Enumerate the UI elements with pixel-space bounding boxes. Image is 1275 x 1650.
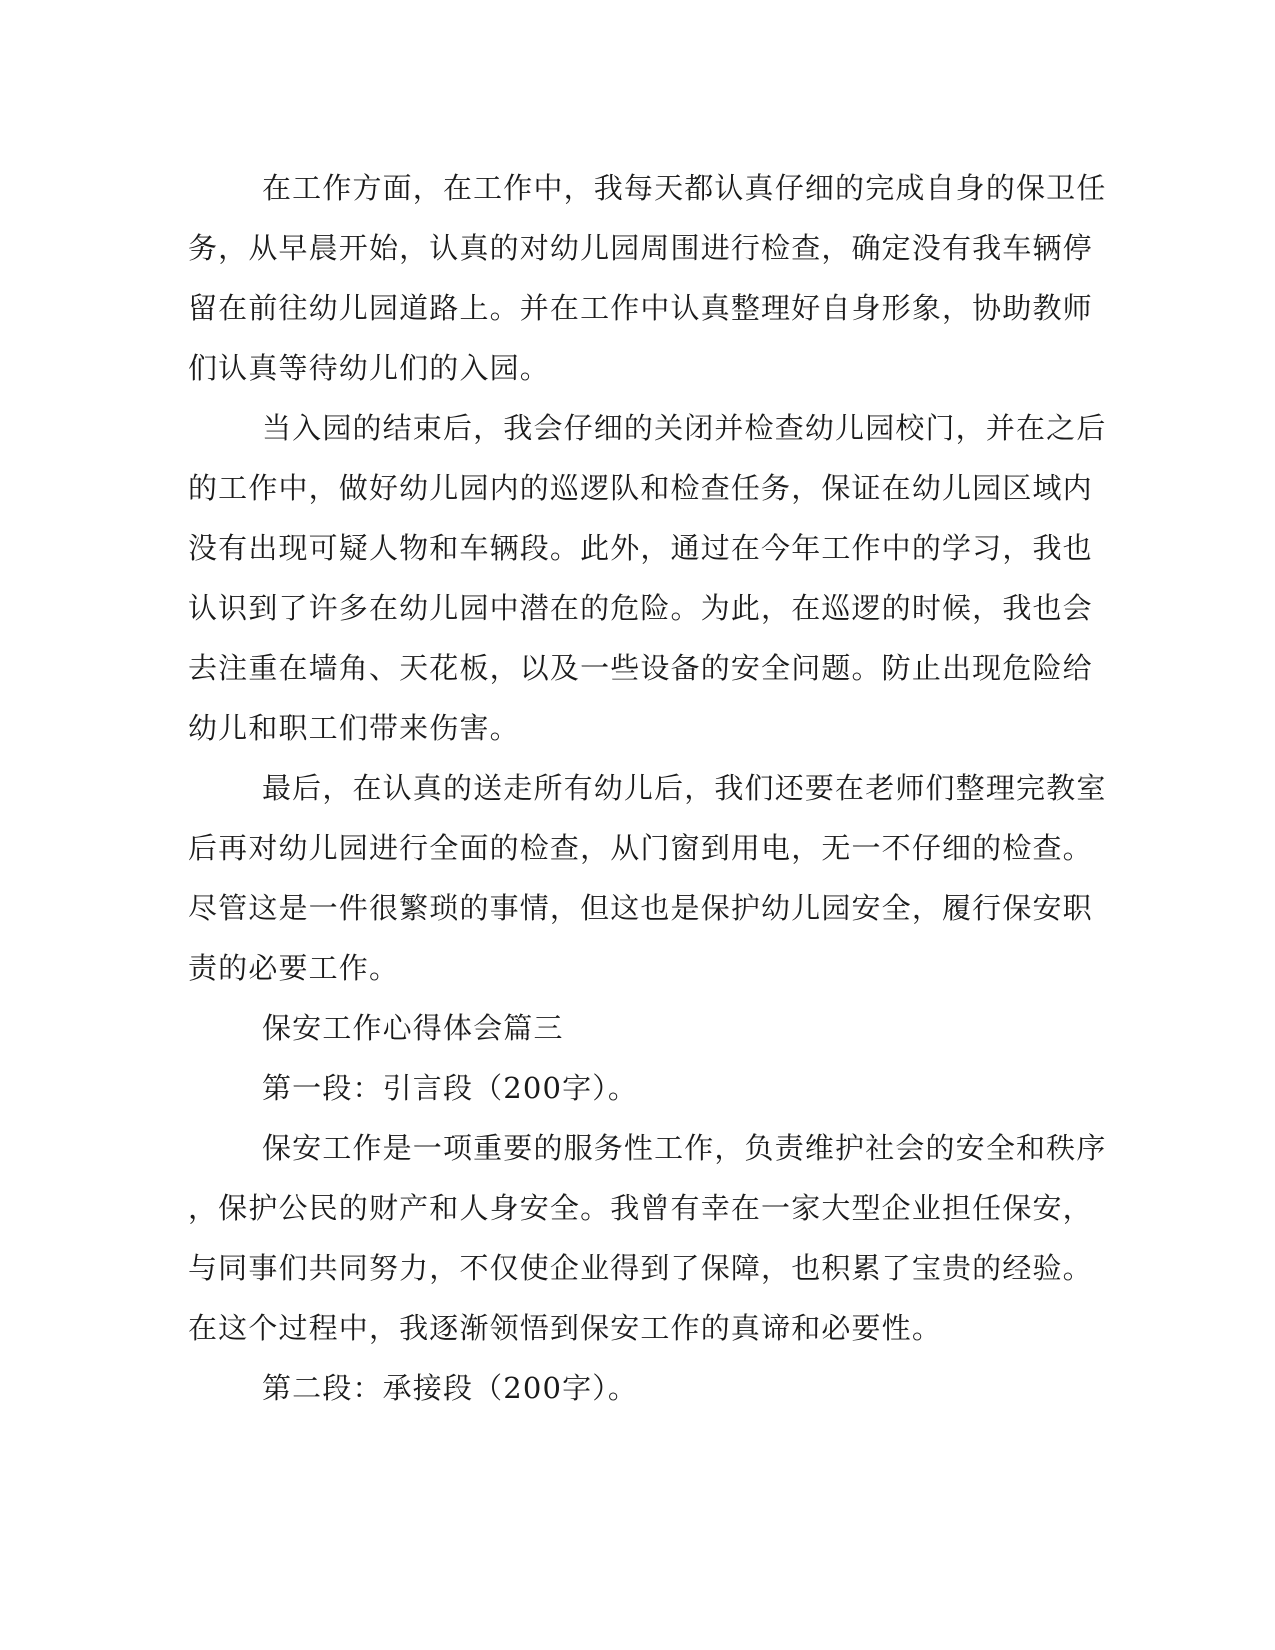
text-line: 们认真等待幼儿们的入园。: [188, 351, 550, 385]
text-line: 的工作中，做好幼儿园内的巡逻队和检查任务，保证在幼儿园区域内: [188, 471, 1093, 505]
section-heading: 保安工作心得体会篇三: [262, 1011, 564, 1045]
text-line: 后再对幼儿园进行全面的检查，从门窗到用电，无一不仔细的检查。: [188, 831, 1093, 865]
text-line: 认识到了许多在幼儿园中潜在的危险。为此，在巡逻的时候，我也会: [188, 591, 1093, 625]
text-line: 在这个过程中，我逐渐领悟到保安工作的真谛和必要性。: [188, 1311, 943, 1345]
subheading: 第二段：承接段（200字）。: [262, 1371, 639, 1405]
text-line: 留在前往幼儿园道路上。并在工作中认真整理好自身形象，协助教师: [188, 291, 1093, 325]
text-line: 没有出现可疑人物和车辆段。此外，通过在今年工作中的学习，我也: [188, 531, 1093, 565]
text-line: 与同事们共同努力，不仅使企业得到了保障，也积累了宝贵的经验。: [188, 1251, 1093, 1285]
text-line: 务，从早晨开始，认真的对幼儿园周围进行检查，确定没有我车辆停: [188, 231, 1093, 265]
text-line: 幼儿和职工们带来伤害。: [188, 711, 520, 745]
text-line: 在工作方面，在工作中，我每天都认真仔细的完成自身的保卫任: [262, 171, 1107, 205]
text-line: 最后，在认真的送走所有幼儿后，我们还要在老师们整理完教室: [262, 771, 1107, 805]
text-line: 去注重在墙角、天花板，以及一些设备的安全问题。防止出现危险给: [188, 651, 1093, 685]
text-line: 保安工作是一项重要的服务性工作，负责维护社会的安全和秩序: [262, 1131, 1107, 1165]
text-line: 当入园的结束后，我会仔细的关闭并检查幼儿园校门，并在之后: [262, 411, 1107, 445]
text-line: 责的必要工作。: [188, 951, 400, 985]
text-line: 尽管这是一件很繁琐的事情，但这也是保护幼儿园安全，履行保安职: [188, 891, 1093, 925]
document-page: [188, 158, 1107, 1418]
subheading: 第一段：引言段（200字）。: [262, 1071, 639, 1105]
text-line: ，保护公民的财产和人身安全。我曾有幸在一家大型企业担任保安，: [188, 1191, 1093, 1225]
